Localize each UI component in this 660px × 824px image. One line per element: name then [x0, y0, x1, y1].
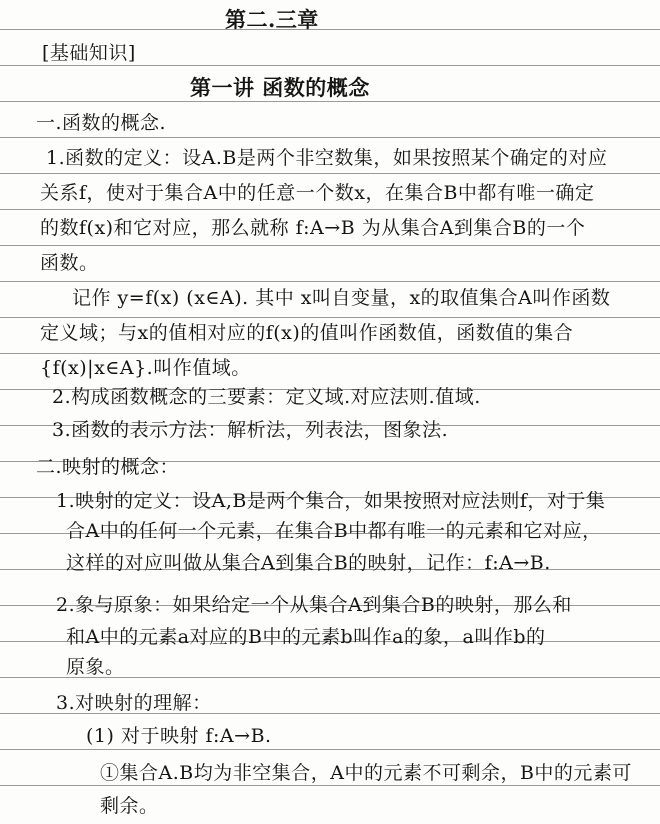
text-line: 剩余。	[100, 795, 159, 817]
lecture-title: 第一讲 函数的概念	[190, 75, 370, 100]
text-line: 这样的对应叫做从集合A到集合B的映射，记作：f:A→B.	[66, 552, 551, 574]
text-line: {f(x)|x∈A}.叫作值域。	[40, 357, 251, 379]
text-line: 记作 y=f(x) (x∈A). 其中 x叫自变量，x的取值集合A叫作函数	[72, 287, 611, 309]
heading-function-concept: 一.函数的概念.	[36, 112, 167, 134]
section-tag: [基础知识]	[42, 42, 136, 64]
text-line: 1.映射的定义：设A,B是两个集合，如果按照对应法则f，对于集	[56, 490, 606, 512]
text-line: 和A中的元素a对应的B中的元素b叫作a的象，a叫作b的	[66, 626, 546, 648]
text-line: 2.构成函数概念的三要素：定义域.对应法则.值域.	[52, 386, 481, 408]
text-line: 关系f，使对于集合A中的任意一个数x，在集合B中都有唯一确定	[40, 182, 595, 204]
text-line: 1.函数的定义：设A.B是两个非空数集，如果按照某个确定的对应	[46, 147, 608, 169]
heading-mapping-concept: 二.映射的概念：	[36, 456, 180, 478]
text-line: 原象。	[66, 656, 125, 678]
text-line: 3.函数的表示方法：解析法，列表法，图象法.	[52, 419, 449, 441]
text-line: 定义域；与x的值相对应的f(x)的值叫作函数值，函数值的集合	[40, 322, 574, 344]
text-line: 的数f(x)和它对应，那么就称 f:A→B 为从集合A到集合B的一个	[40, 217, 586, 239]
text-line: 3.对映射的理解：	[56, 692, 212, 714]
text-line: 函数。	[40, 252, 99, 274]
text-line: 2.象与原象：如果给定一个从集合A到集合B的映射，那么和	[56, 594, 572, 616]
text-line: 合A中的任何一个元素，在集合B中都有唯一的元素和它对应，	[66, 520, 602, 542]
chapter-heading: 第二.三章	[225, 7, 319, 32]
text-line: (1) 对于映射 f:A→B.	[86, 725, 272, 747]
text-line: ①集合A.B均为非空集合，A中的元素不可剩余，B中的元素可	[100, 762, 632, 784]
